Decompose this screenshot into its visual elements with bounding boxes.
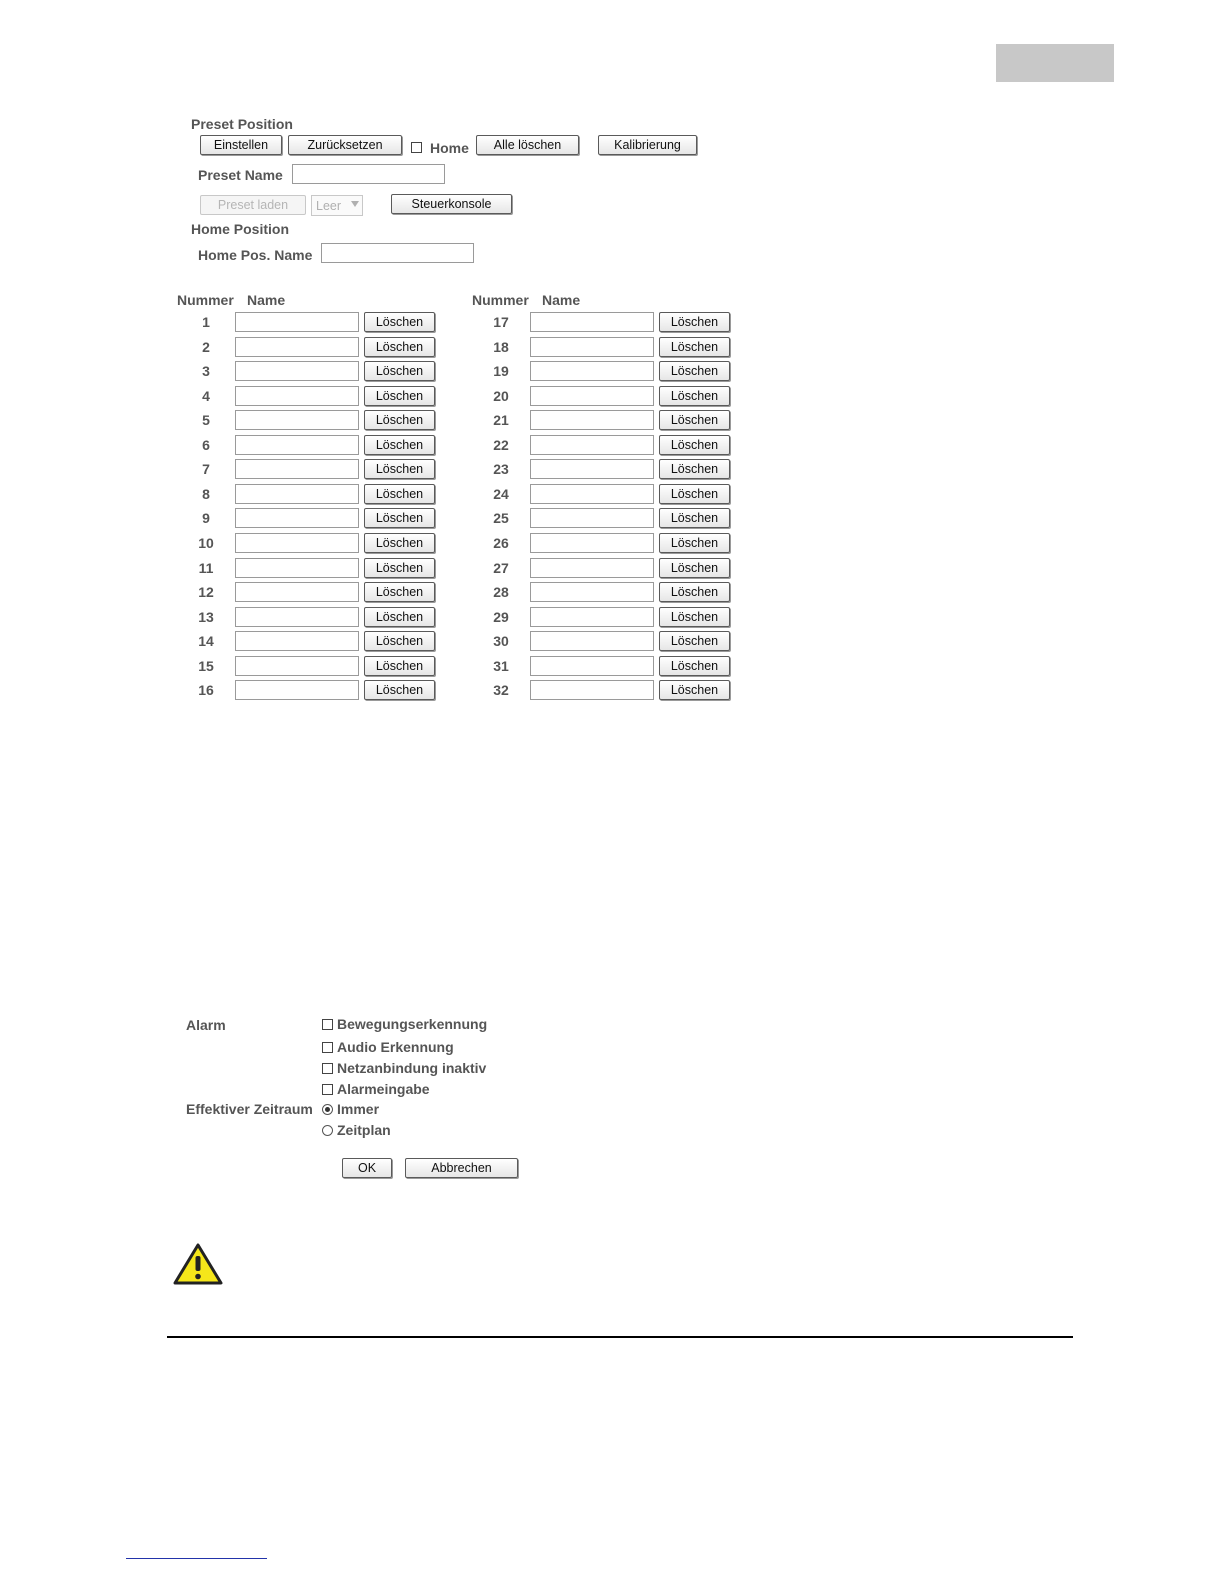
reset-button[interactable]: Zurücksetzen bbox=[288, 135, 402, 155]
preset-number: 1 bbox=[202, 314, 210, 330]
table-row bbox=[186, 459, 446, 481]
alarm-label: Alarm bbox=[186, 1017, 226, 1033]
calibration-button[interactable]: Kalibrierung bbox=[598, 135, 697, 155]
table-row bbox=[481, 680, 741, 702]
preset-number: 28 bbox=[493, 584, 509, 601]
col-name-header-right: Name bbox=[542, 292, 581, 308]
table-row bbox=[186, 508, 446, 530]
preset-name-field[interactable] bbox=[235, 386, 359, 406]
delete-preset-button[interactable]: Löschen bbox=[364, 459, 435, 479]
preset-number: 16 bbox=[198, 682, 214, 699]
table-row bbox=[186, 386, 446, 408]
preset-table-right bbox=[481, 312, 741, 712]
network-inactive-checkbox[interactable] bbox=[322, 1063, 333, 1074]
delete-preset-button[interactable]: Löschen bbox=[659, 484, 730, 504]
delete-preset-button[interactable]: Löschen bbox=[364, 435, 435, 455]
period-always-radio[interactable] bbox=[322, 1104, 333, 1115]
table-row bbox=[481, 435, 741, 457]
delete-preset-button[interactable]: Löschen bbox=[659, 582, 730, 602]
preset-number: 30 bbox=[493, 633, 509, 650]
period-always-label: Immer bbox=[337, 1101, 380, 1117]
ok-button[interactable]: OK bbox=[342, 1158, 392, 1178]
preset-table-left bbox=[186, 312, 446, 712]
table-row bbox=[481, 410, 741, 432]
delete-preset-button[interactable]: Löschen bbox=[364, 631, 435, 651]
preset-number: 6 bbox=[202, 436, 210, 453]
col-number-header-left: Nummer bbox=[177, 292, 234, 308]
preset-name-field[interactable] bbox=[235, 435, 359, 455]
preset-number: 11 bbox=[198, 559, 214, 576]
table-row bbox=[481, 582, 741, 604]
table-row bbox=[186, 410, 446, 432]
delete-preset-button[interactable]: Löschen bbox=[364, 361, 435, 381]
preset-number: 23 bbox=[493, 461, 509, 478]
preset-name-field[interactable] bbox=[530, 631, 654, 651]
delete-preset-button[interactable]: Löschen bbox=[659, 459, 730, 479]
home-pos-name-label: Home Pos. Name bbox=[198, 247, 313, 263]
preset-select[interactable] bbox=[311, 195, 363, 216]
table-row bbox=[186, 435, 446, 457]
preset-name-field[interactable] bbox=[530, 410, 654, 430]
preset-number: 15 bbox=[198, 657, 214, 674]
preset-number: 12 bbox=[198, 584, 214, 601]
effective-period-label: Effektiver Zeitraum bbox=[186, 1101, 313, 1117]
home-position-title: Home Position bbox=[191, 221, 290, 237]
preset-name-label: Preset Name bbox=[198, 167, 283, 183]
preset-name-field[interactable] bbox=[235, 656, 359, 676]
alarm-input-label: Alarmeingabe bbox=[337, 1081, 430, 1097]
preset-name-field[interactable] bbox=[530, 582, 654, 602]
delete-preset-button[interactable]: Löschen bbox=[659, 533, 730, 553]
table-row bbox=[481, 558, 741, 580]
table-row bbox=[186, 656, 446, 678]
delete-preset-button[interactable]: Löschen bbox=[659, 337, 730, 357]
network-inactive-label: Netzanbindung inaktiv bbox=[337, 1060, 487, 1076]
delete-preset-button[interactable]: Löschen bbox=[364, 680, 435, 700]
delete-preset-button[interactable]: Löschen bbox=[659, 410, 730, 430]
delete-preset-button[interactable]: Löschen bbox=[364, 533, 435, 553]
table-row bbox=[186, 484, 446, 506]
preset-name-field[interactable] bbox=[530, 459, 654, 479]
control-console-button[interactable]: Steuerkonsole bbox=[391, 194, 512, 214]
delete-all-button[interactable]: Alle löschen bbox=[476, 135, 579, 155]
preset-name-input[interactable] bbox=[292, 164, 445, 184]
table-row bbox=[186, 582, 446, 604]
table-row bbox=[481, 533, 741, 555]
preset-number: 4 bbox=[202, 387, 210, 404]
preset-number: 14 bbox=[198, 633, 214, 650]
preset-number: 18 bbox=[493, 338, 509, 355]
radio-selected-dot bbox=[325, 1107, 330, 1112]
preset-name-field[interactable] bbox=[530, 337, 654, 357]
preset-number: 21 bbox=[493, 412, 509, 429]
delete-preset-button[interactable]: Löschen bbox=[659, 680, 730, 700]
preset-number: 2 bbox=[202, 338, 210, 355]
preset-number: 24 bbox=[493, 485, 509, 502]
load-preset-button[interactable]: Preset laden bbox=[200, 195, 306, 215]
preset-number: 31 bbox=[493, 657, 509, 674]
table-row bbox=[186, 607, 446, 629]
preset-name-field[interactable] bbox=[235, 631, 359, 651]
preset-number: 27 bbox=[493, 559, 509, 576]
preset-name-field[interactable] bbox=[235, 337, 359, 357]
table-row bbox=[481, 631, 741, 653]
delete-preset-button[interactable]: Löschen bbox=[364, 337, 435, 357]
audio-detection-label: Audio Erkennung bbox=[337, 1039, 454, 1055]
table-row bbox=[186, 337, 446, 359]
preset-number: 29 bbox=[493, 608, 509, 625]
preset-name-field[interactable] bbox=[235, 410, 359, 430]
preset-name-field[interactable] bbox=[235, 533, 359, 553]
preset-number: 19 bbox=[493, 363, 509, 380]
preset-name-field[interactable] bbox=[235, 459, 359, 479]
table-row bbox=[186, 558, 446, 580]
preset-name-field[interactable] bbox=[530, 558, 654, 578]
preset-name-field[interactable] bbox=[530, 607, 654, 627]
delete-preset-button[interactable]: Löschen bbox=[659, 435, 730, 455]
preset-number: 8 bbox=[202, 485, 210, 502]
preset-name-field[interactable] bbox=[530, 361, 654, 381]
col-number-header-right: Nummer bbox=[472, 292, 529, 308]
delete-preset-button[interactable]: Löschen bbox=[659, 508, 730, 528]
table-row bbox=[481, 361, 741, 383]
preset-name-field[interactable] bbox=[235, 312, 359, 332]
preset-number: 17 bbox=[493, 314, 509, 330]
audio-detection-checkbox[interactable] bbox=[322, 1042, 333, 1053]
table-row bbox=[481, 508, 741, 530]
period-schedule-radio[interactable] bbox=[322, 1125, 333, 1136]
delete-preset-button[interactable]: Löschen bbox=[659, 558, 730, 578]
table-row bbox=[481, 386, 741, 408]
motion-detection-label: Bewegungserkennung bbox=[337, 1016, 488, 1032]
table-row bbox=[186, 312, 446, 334]
delete-preset-button[interactable]: Löschen bbox=[659, 361, 730, 381]
preset-number: 3 bbox=[202, 363, 210, 380]
preset-name-field[interactable] bbox=[235, 680, 359, 700]
set-button[interactable]: Einstellen bbox=[200, 135, 282, 155]
table-row bbox=[481, 459, 741, 481]
home-pos-name-input[interactable] bbox=[321, 243, 474, 263]
preset-name-field[interactable] bbox=[235, 484, 359, 504]
preset-select-value: Leer bbox=[316, 199, 342, 213]
preset-name-field[interactable] bbox=[530, 484, 654, 504]
preset-position-title: Preset Position bbox=[191, 116, 293, 132]
table-row bbox=[481, 607, 741, 629]
preset-number: 20 bbox=[493, 387, 509, 404]
col-name-header-left: Name bbox=[247, 292, 286, 308]
table-row bbox=[186, 533, 446, 555]
delete-preset-button[interactable]: Löschen bbox=[659, 607, 730, 627]
preset-number: 10 bbox=[198, 534, 214, 551]
preset-name-field[interactable] bbox=[235, 582, 359, 602]
preset-name-field[interactable] bbox=[235, 361, 359, 381]
delete-preset-button[interactable]: Löschen bbox=[364, 386, 435, 406]
delete-preset-button[interactable]: Löschen bbox=[364, 484, 435, 504]
table-row bbox=[481, 337, 741, 359]
motion-detection-checkbox[interactable] bbox=[322, 1019, 333, 1030]
alarm-input-checkbox[interactable] bbox=[322, 1084, 333, 1095]
delete-preset-button[interactable]: Löschen bbox=[364, 558, 435, 578]
preset-number: 22 bbox=[493, 436, 509, 453]
horizontal-rule bbox=[167, 1336, 1073, 1338]
preset-number: 5 bbox=[202, 412, 210, 429]
home-checkbox-label: Home bbox=[430, 140, 469, 156]
delete-preset-button[interactable]: Löschen bbox=[659, 386, 730, 406]
period-schedule-label: Zeitplan bbox=[337, 1122, 391, 1138]
footer-link-underline[interactable] bbox=[126, 1558, 267, 1559]
preset-name-field[interactable] bbox=[530, 312, 654, 332]
preset-name-field[interactable] bbox=[530, 533, 654, 553]
home-checkbox[interactable] bbox=[411, 142, 422, 153]
preset-number: 26 bbox=[493, 534, 509, 551]
preset-name-field[interactable] bbox=[530, 680, 654, 700]
delete-preset-button[interactable]: Löschen bbox=[364, 656, 435, 676]
delete-preset-button[interactable]: Löschen bbox=[364, 607, 435, 627]
preset-number: 13 bbox=[198, 608, 214, 625]
table-row bbox=[481, 484, 741, 506]
chevron-down-icon bbox=[351, 201, 359, 207]
delete-preset-button[interactable]: Löschen bbox=[364, 410, 435, 430]
preset-name-field[interactable] bbox=[235, 607, 359, 627]
table-row bbox=[186, 631, 446, 653]
delete-preset-button[interactable]: Löschen bbox=[364, 508, 435, 528]
preset-number: 9 bbox=[202, 510, 210, 527]
preset-number: 25 bbox=[493, 510, 509, 527]
delete-preset-button[interactable]: Löschen bbox=[659, 312, 730, 332]
table-row bbox=[481, 656, 741, 678]
delete-preset-button[interactable]: Löschen bbox=[659, 631, 730, 651]
preset-number: 7 bbox=[202, 461, 210, 478]
page-corner-tab bbox=[996, 44, 1114, 82]
delete-preset-button[interactable]: Löschen bbox=[659, 656, 730, 676]
preset-name-field[interactable] bbox=[530, 435, 654, 455]
table-row bbox=[186, 361, 446, 383]
preset-name-field[interactable] bbox=[530, 386, 654, 406]
preset-name-field[interactable] bbox=[530, 656, 654, 676]
warning-triangle-icon bbox=[172, 1242, 224, 1286]
preset-number: 32 bbox=[493, 682, 509, 699]
delete-preset-button[interactable]: Löschen bbox=[364, 582, 435, 602]
delete-preset-button[interactable]: Löschen bbox=[364, 312, 435, 332]
table-row bbox=[481, 312, 741, 334]
table-row bbox=[186, 680, 446, 702]
cancel-button[interactable]: Abbrechen bbox=[405, 1158, 518, 1178]
preset-name-field[interactable] bbox=[235, 508, 359, 528]
preset-name-field[interactable] bbox=[530, 508, 654, 528]
preset-name-field[interactable] bbox=[235, 558, 359, 578]
